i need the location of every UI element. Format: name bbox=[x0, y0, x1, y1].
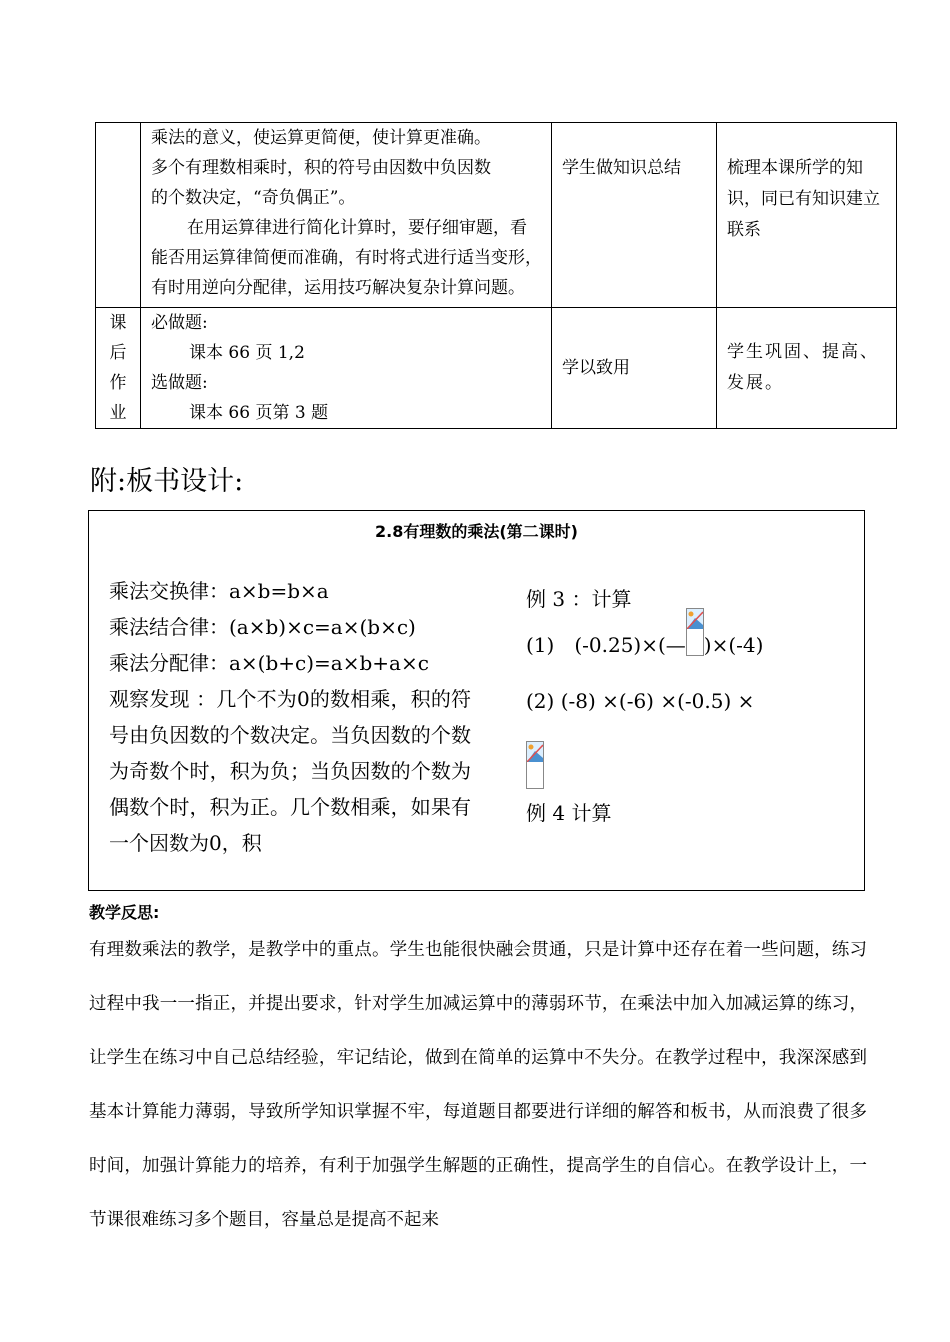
summary-row bbox=[96, 123, 897, 308]
summary-design-intent bbox=[717, 123, 897, 308]
required-label: 必做题: bbox=[151, 313, 208, 333]
associative-law: 乘法结合律：(a×b)×c=a×(b×c) bbox=[109, 615, 416, 639]
summary-line-3: 的个数决定，“奇负偶正”。 bbox=[151, 188, 356, 208]
homework-content-cell bbox=[141, 308, 552, 429]
optional-content: 课本 66 页第 3 题 bbox=[189, 403, 329, 423]
example-3-question-2: (2) (-8) ×(-6) ×(-0.5) × bbox=[526, 689, 755, 713]
homework-student-activity bbox=[552, 308, 717, 429]
optional-label: 选做题: bbox=[151, 373, 208, 393]
homework-label-cell bbox=[96, 308, 141, 429]
example-3-title: 例 3 ：计算 bbox=[526, 587, 632, 611]
summary-student-activity bbox=[552, 123, 717, 308]
distributive-law: 乘法分配律：a×(b+c)=a×b+a×c bbox=[109, 651, 429, 675]
homework-label-char: 业 bbox=[109, 403, 127, 423]
homework-student-activity-text: 学以致用 bbox=[562, 357, 630, 378]
observation-text: 观察发现 ：几个不为0的数相乘，积的符号由负因数的个数决定。当负因数的个数为奇数个时，积为负；当负因数的个数为偶数个时，积为正。几个数相乘，如果有一个因数为0，积 bbox=[109, 687, 471, 855]
appendix-heading: 附:板书设计: bbox=[90, 466, 244, 497]
required-content: 课本 66 页 1,2 bbox=[189, 343, 305, 363]
homework-label-char: 后 bbox=[109, 343, 127, 363]
reflection-text: 有理数乘法的教学，是教学中的重点。学生也能很快融会贯通，只是计算中还存在着一些问题，练习过程中我一一指正，并提出要求，针对学生加减运算中的薄弱环节，在乘法中加入加减运算的练习，让学生在练习中自己总结经验，牢记结论，做到在简单的运算中不失分。在教学过程中，我深深感到基本计算能力薄弱，导致所学知识掌握不牢，每道题目都要进行详细的解答和板书，从而浪费了很多时间，加强计算能力的培养，有利于加强学生解题的正确性，提高学生的自信心。在教学设计上，一节课很难练习多个题目，容量总是提高不起来 bbox=[89, 940, 867, 1230]
homework-label-char: 作 bbox=[109, 373, 127, 393]
summary-label-cell bbox=[96, 123, 141, 308]
example-3-q1-prefix: (1) (-0.25)×(— bbox=[526, 633, 686, 657]
summary-line-2: 多个有理数相乘时，积的符号由因数中负因数 bbox=[151, 158, 491, 178]
summary-line-1: 乘法的意义，使运算更简便，使计算更准确。 bbox=[151, 128, 491, 148]
summary-content-cell bbox=[141, 123, 552, 308]
example-4-title: 例 4 计算 bbox=[526, 801, 612, 825]
homework-row bbox=[96, 308, 897, 429]
lesson-table bbox=[95, 122, 897, 429]
homework-design-intent-text: 学生巩固、提高、发展。 bbox=[727, 342, 879, 393]
commutative-law: 乘法交换律：a×b=b×a bbox=[109, 579, 329, 603]
summary-design-intent-text: 梳理本课所学的知识，同已有知识建立联系 bbox=[727, 158, 880, 240]
broken-image-icon bbox=[686, 608, 704, 656]
board-title: 2.8有理数的乘法(第二课时) bbox=[375, 522, 578, 541]
board-left-column bbox=[109, 573, 471, 861]
board-design-box bbox=[88, 510, 865, 891]
summary-paragraph-2: 在用运算律进行简化计算时，要仔细审题，看能否用运算律简便而准确，有时将式进行适当变形，有时用逆向分配律，运用技巧解决复杂计算问题。 bbox=[151, 218, 542, 298]
example-3-question-1 bbox=[526, 627, 763, 663]
homework-design-intent bbox=[717, 308, 897, 429]
example-3-q1-suffix: )×(-4) bbox=[703, 633, 764, 657]
reflection-title: 教学反思: bbox=[89, 903, 160, 922]
summary-student-activity-text: 学生做知识总结 bbox=[562, 158, 681, 178]
homework-label-char: 课 bbox=[109, 313, 127, 333]
broken-image-icon bbox=[526, 741, 544, 789]
